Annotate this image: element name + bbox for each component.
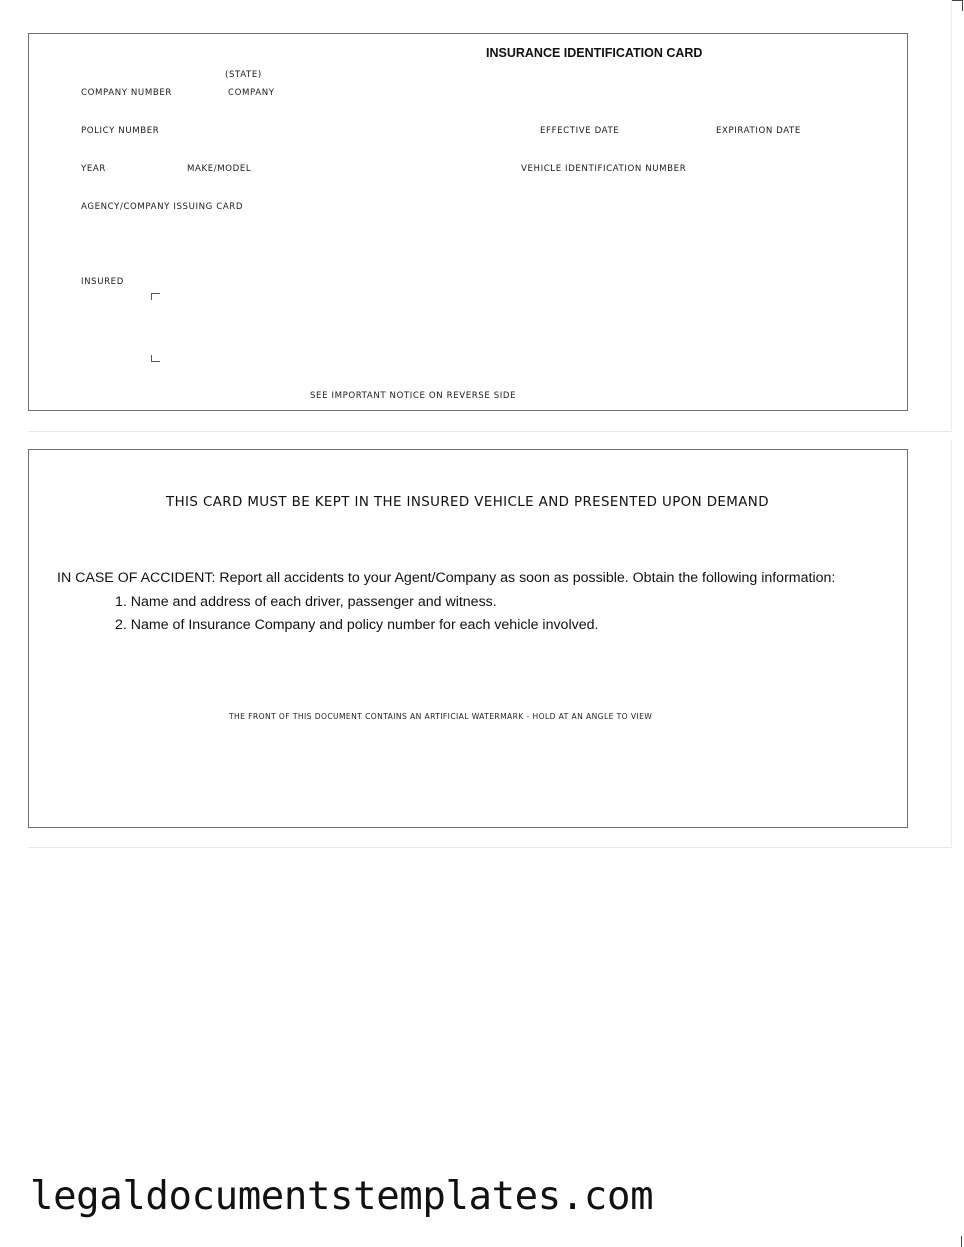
card-title: INSURANCE IDENTIFICATION CARD [486, 46, 703, 60]
vin-label: VEHICLE IDENTIFICATION NUMBER [521, 164, 687, 174]
list-item: 2. Name of Insurance Company and policy number for each vehicle involved. [115, 617, 599, 633]
crop-mark-top-right [952, 0, 963, 11]
address-window-bottom-bracket [151, 355, 160, 362]
insurance-card-front [28, 33, 908, 411]
list-item: 1. Name and address of each driver, passenger and witness. [115, 594, 497, 610]
effective-date-label: EFFECTIVE DATE [540, 126, 620, 136]
expiration-date-label: EXPIRATION DATE [716, 126, 801, 136]
insurance-card-back [28, 449, 908, 828]
company-number-label: COMPANY NUMBER [81, 88, 172, 98]
accident-instructions: IN CASE OF ACCIDENT: Report all accidents to your Agent/Company as soon as possible. Obtain the following information: [57, 570, 836, 586]
address-window-top-bracket [151, 293, 160, 300]
perforation-line [28, 431, 952, 432]
insured-label: INSURED [81, 277, 124, 287]
keep-in-vehicle-heading: THIS CARD MUST BE KEPT IN THE INSURED VEHICLE AND PRESENTED UPON DEMAND [166, 495, 769, 510]
right-edge-line [951, 0, 952, 432]
site-watermark: legaldocumentstemplates.com [30, 1174, 654, 1219]
company-label: COMPANY [228, 88, 275, 98]
year-label: YEAR [81, 164, 106, 174]
crop-mark-bottom-right [961, 1236, 962, 1247]
watermark-notice: THE FRONT OF THIS DOCUMENT CONTAINS AN ARTIFICIAL WATERMARK - HOLD AT AN ANGLE TO VIEW [229, 712, 653, 721]
reverse-side-notice: SEE IMPORTANT NOTICE ON REVERSE SIDE [310, 391, 517, 401]
state-label: (STATE) [225, 70, 262, 80]
right-edge-line-lower [951, 440, 952, 848]
make-model-label: MAKE/MODEL [187, 164, 252, 174]
agency-label: AGENCY/COMPANY ISSUING CARD [81, 202, 244, 212]
policy-number-label: POLICY NUMBER [81, 126, 160, 136]
bottom-perforation-line [28, 847, 952, 848]
